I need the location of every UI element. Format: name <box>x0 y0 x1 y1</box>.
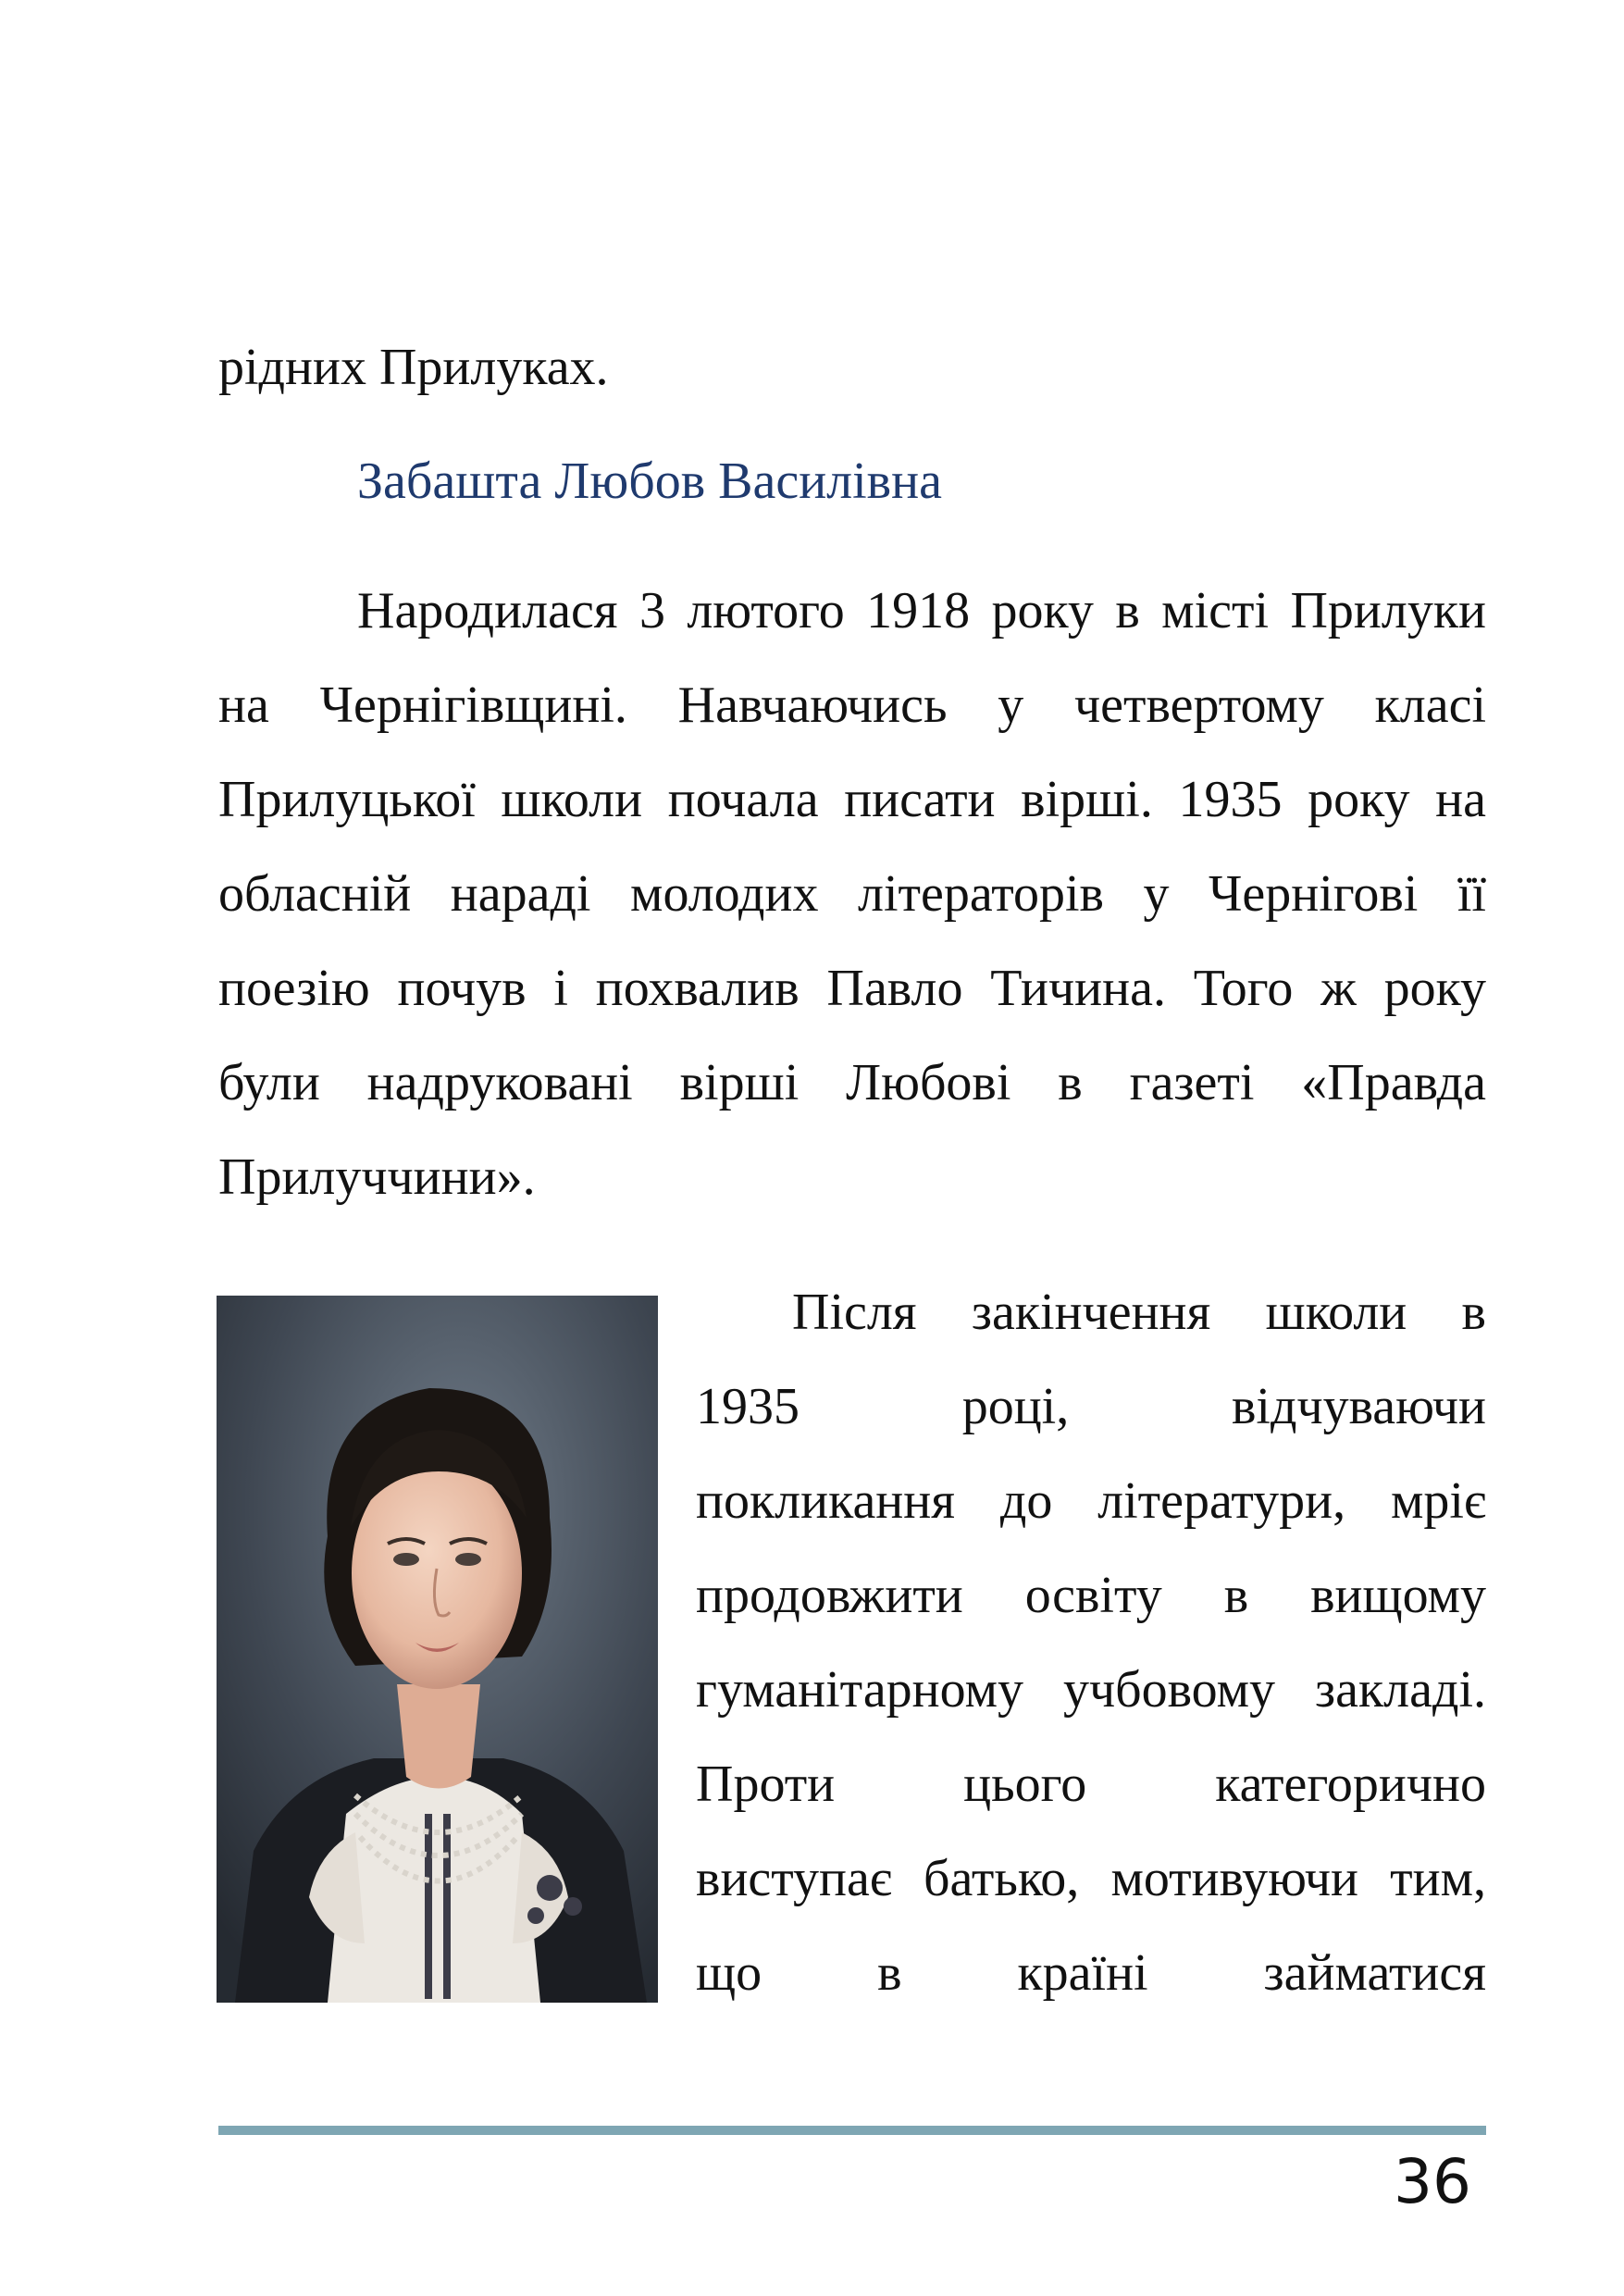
page-number: 36 <box>1394 2146 1471 2217</box>
portrait-photo-illustration <box>217 1296 658 2003</box>
person-name-heading: Забашта Любов Василівна <box>357 453 942 510</box>
wrapped-paragraph-line: Після закінчення школи в <box>792 1284 1486 1341</box>
paragraph-line: на Чернігівщині. Навчаючись у четвертому класі <box>218 676 1486 734</box>
paragraph-line: Прилуцької школи почала писати вірші. 1935 року на <box>218 771 1486 828</box>
paragraph-line: Прилуччини». <box>218 1148 536 1206</box>
body-text-line: рідних Прилуках. <box>218 339 609 396</box>
paragraph-line: поезію почув і похвалив Павло Тичина. Того ж року <box>218 960 1486 1017</box>
wrapped-paragraph-line: Проти цього категорично <box>696 1756 1486 1813</box>
wrapped-paragraph-line: 1935 році, відчуваючи <box>696 1378 1486 1435</box>
portrait-photo <box>217 1296 658 2003</box>
wrapped-paragraph-line: продовжити освіту в вищому <box>696 1567 1486 1624</box>
paragraph-line: були надруковані вірші Любові в газеті «Правда <box>218 1054 1486 1111</box>
wrapped-paragraph-line: гуманітарному учбовому закладі. <box>696 1661 1486 1719</box>
footer-rule <box>218 2126 1486 2135</box>
wrapped-paragraph-line: що в країні займатися <box>696 1944 1486 2002</box>
paragraph-line: обласній нараді молодих літераторів у Чернігові її <box>218 865 1486 923</box>
wrapped-paragraph-line: покликання до літератури, мріє <box>696 1472 1486 1530</box>
wrapped-paragraph-line: виступає батько, мотивуючи тим, <box>696 1850 1486 1907</box>
paragraph-line: Народилася 3 лютого 1918 року в місті Прилуки <box>357 582 1486 639</box>
